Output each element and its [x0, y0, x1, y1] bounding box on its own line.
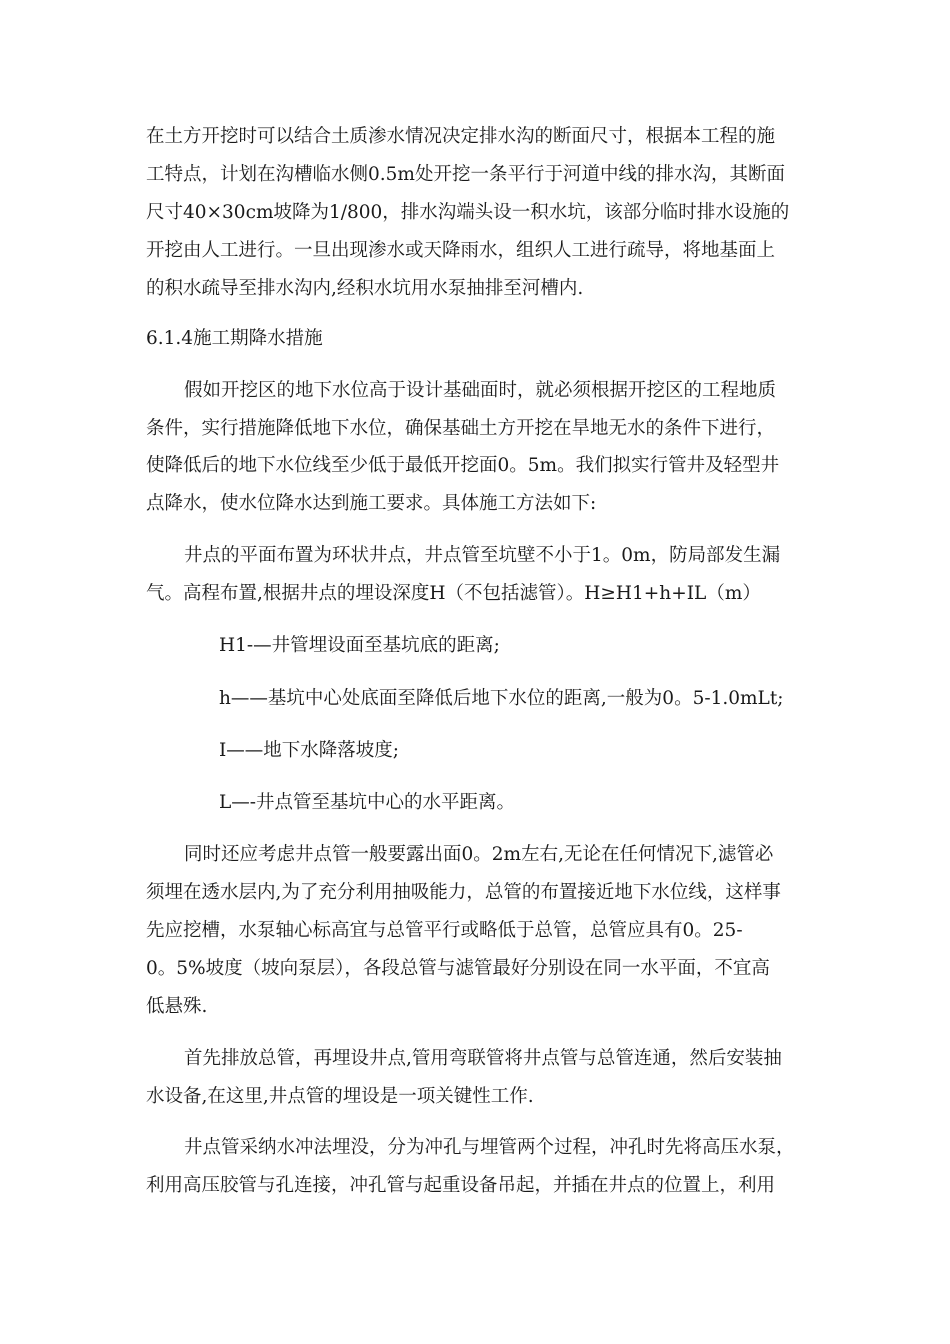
section-heading: 6.1.4施工期降水措施 [146, 328, 323, 349]
paragraph-5-line-2: 水设备,在这里,井点管的埋设是一项关键性工作. [146, 1086, 534, 1107]
paragraph-1-line-3: 尺寸40×30cm坡降为1/800，排水沟端头设一积水坑，该部分临时排水设施的 [146, 202, 790, 223]
paragraph-4-line-3: 先应挖槽，水泵轴心标高宜与总管平行或略低于总管，总管应具有0。25- [146, 920, 743, 941]
paragraph-4-line-5: 低悬殊. [146, 996, 208, 1017]
paragraph-2-line-4: 点降水，使水位降水达到施工要求。具体施工方法如下: [146, 493, 597, 514]
paragraph-4-line-1: 同时还应考虑井点管一般要露出面0。2m左右,无论在任何情况下,滤管必 [184, 844, 774, 865]
paragraph-4-line-4: 0。5%坡度（坡向泵层），各段总管与滤管最好分别设在同一水平面，不宜高 [146, 958, 770, 979]
definition-h: h——基坑中心处底面至降低后地下水位的距离,一般为0。5-1.0mLt; [219, 688, 784, 709]
paragraph-1-line-4: 开挖由人工进行。一旦出现渗水或天降雨水，组织人工进行疏导，将地基面上 [146, 240, 776, 261]
paragraph-1-line-2: 工特点，计划在沟槽临水侧0.5m处开挖一条平行于河道中线的排水沟，其断面 [146, 164, 785, 185]
paragraph-5-line-1: 首先排放总管，再埋设井点,管用弯联管将井点管与总管连通，然后安装抽 [184, 1048, 782, 1069]
paragraph-3-line-2: 气。高程布置,根据井点的埋设深度H（不包括滤管）。H≥H1+h+IL（m） [146, 583, 761, 604]
paragraph-1-line-5: 的积水疏导至排水沟内,经积水坑用水泵抽排至河槽内. [146, 278, 584, 299]
paragraph-6-line-1: 井点管采纳水冲法埋没，分为冲孔与埋管两个过程，冲孔时先将高压水泵， [184, 1137, 795, 1158]
paragraph-3-line-1: 井点的平面布置为环状井点，井点管至坑壁不小于1。0m，防局部发生漏 [184, 545, 781, 566]
definition-h1: H1-—井管埋设面至基坑底的距离; [219, 635, 500, 656]
paragraph-6-line-2: 利用高压胶管与孔连接，冲孔管与起重设备吊起，并插在井点的位置上，利用 [146, 1175, 776, 1196]
paragraph-4-line-2: 须埋在透水层内,为了充分利用抽吸能力，总管的布置接近地下水位线，这样事 [146, 882, 781, 903]
paragraph-2-line-2: 条件，实行措施降低地下水位，确保基础土方开挖在旱地无水的条件下进行， [146, 418, 776, 439]
definition-l: L—-井点管至基坑中心的水平距离。 [219, 792, 516, 813]
definition-i: I——地下水降落坡度; [219, 740, 400, 761]
paragraph-2-line-1: 假如开挖区的地下水位高于设计基础面时，就必须根据开挖区的工程地质 [184, 380, 777, 401]
paragraph-2-line-3: 使降低后的地下水位线至少低于最低开挖面0。5m。我们拟实行管井及轻型井 [146, 455, 780, 476]
paragraph-1-line-1: 在土方开挖时可以结合土质渗水情况决定排水沟的断面尺寸，根据本工程的施 [146, 126, 776, 147]
